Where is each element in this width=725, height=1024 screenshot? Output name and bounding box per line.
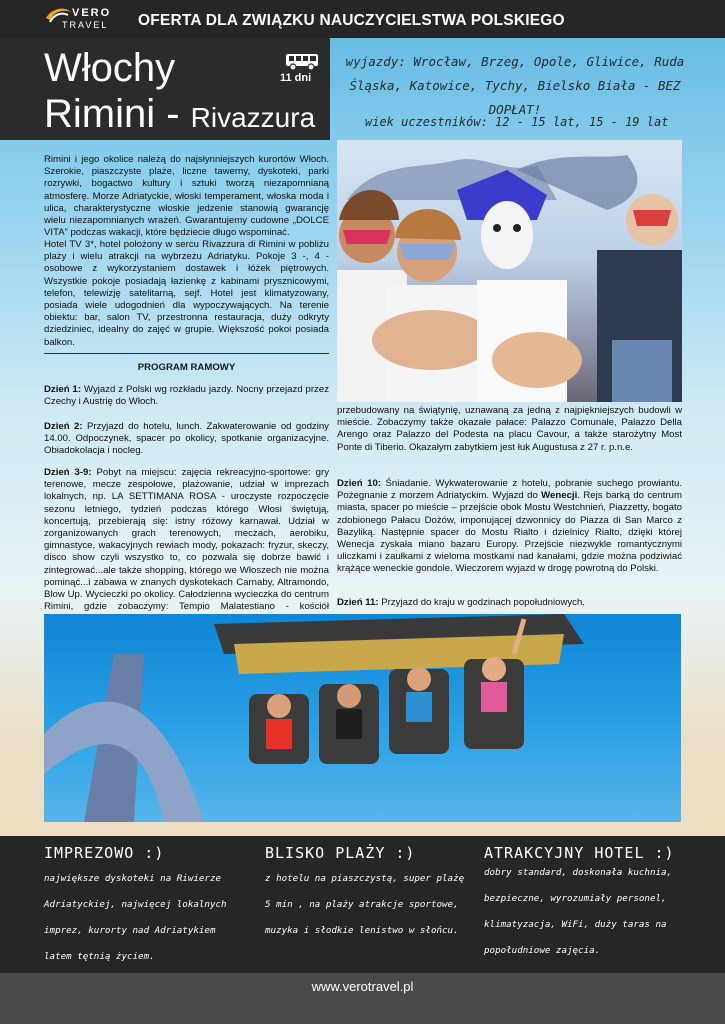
program-day-11 <box>337 597 682 609</box>
feature-text-beach: z hotelu na piaszczystą, super plażę 5 min , na plaży atrakcje sportowe, muzyka i słodkie lenistwo w słońcu. <box>265 873 465 936</box>
day-text: Przyjazd do hotelu, lunch. Zakwaterowanie od godziny 14.00. Odpoczynek, spacer po okolicy, spotkanie organizacyjne. Obiadokolacja i nocleg. <box>44 421 329 457</box>
feature-title-beach: BLISKO PLAŻY :) <box>265 844 416 862</box>
vero-travel-logo[interactable] <box>44 6 114 34</box>
feature-title-party: IMPREZOWO :) <box>44 844 165 862</box>
program-day-1 <box>44 384 329 408</box>
title-city: Rimini - <box>44 92 191 136</box>
logo-text-travel: TRAVEL <box>62 20 109 30</box>
day-label: Dzień 2: <box>44 421 83 432</box>
day-text: Pobyt na miejscu: zajęcia rekreacyjno-sportowe: gry terenowe, mecze zespołowe, plażowanie, udział w imprezach lokalnych, np. LA SETTIMANA ROSA - uroczyste rozpoczęcie sezonu letniego, tydzień podczas którego Włosi świętują, koncertują, przebierają się: istny różowy karnawał. Udział w zorganizowanych grach terenowych, meczach, aerobiku, gimnastyce, wakacyjnych rewiach mody, pokazach: fryzur, skeczy, disco show czyli wszystko to, co pozwala się dobrze bawić i zintegrować...ale także shopping, którego we Włoszech nie można pominąć...i zabawa w znanych dyskotekach Carnaby, Altramondo, Blow Up. Wycieczki po okolicy. Całodzienna wycieczka do centrum Rimini, gdzie zobaczymy: Tempio Malatestiano - kościół <box>44 467 329 613</box>
section-divider <box>44 353 329 354</box>
feature-title-hotel: ATRAKCYJNY HOTEL :) <box>484 844 675 862</box>
day-label: Dzień 3-9: <box>44 467 92 478</box>
bus-icon <box>285 53 319 71</box>
page-title-destination <box>44 92 315 140</box>
program-day-10 <box>337 478 682 576</box>
day-text: . Rejs barką do centrum miasta, spacer po mieście – przejście obok Mostu Westchnień, Piazzetty, bogato zdobionego Pałacu Dożów, imponującej dzwonnicy do Piazza di San Marco z Bazyliką. Następnie spacer do Mostu Rialto i dzielnicy Rialto, dzięki której Wenecja zyskała miano bazaru Europy. Przejście niezwykle romantycznymi uliczkami i zaułkami z wieloma mostkami nad kanałami, gdzie można podziwiać krążące weneckie gondole. Wieczorem wyjazd w drogę powrotną do Polski. <box>337 490 682 575</box>
trip-duration: 11 dni <box>280 72 312 84</box>
photo-carnival-masks <box>337 140 682 402</box>
day-label: Dzień 10: <box>337 478 381 489</box>
intro-paragraph: Rimini i jego okolice należą do najsłynniejszych kurortów Włoch. Szerokie, piaszczyste plaże, liczne tawerny, dyskoteki, parki rozrywki, bogactwo kultury i sztuki tworzą niezapomnianą atmosferę. Morze Adriatyckie, włoski temperament, włoska moda i ulica, charakterystyczne włoskie jedzenie stanowią gwarancję wielu niezapomnianych wrażeń. Gwarantujemy cudowne „DOLCE VITA” podczas wakacji, które będziecie długo wspominać. <box>44 154 329 239</box>
program-day-3-9-continued: przebudowany na świątynię, uznawaną za jedną z najpiękniejszych budowli w mieście. Zobaczymy także okazałe pałace: Palazzo Comunale, Palazzo Della Arengo oraz Palazzo del Podesta na placu Cavour, a także starożytny Most Ponte di Tiberio. Okazałym zabytkiem jest łuk Augustusa z 27 r. p.n.e. <box>337 405 682 453</box>
day-text: Przyjazd do kraju w godzinach popołudniowych. <box>378 597 585 608</box>
website-link[interactable]: www.verotravel.pl <box>311 979 414 994</box>
logo-text-vero: VERO <box>72 7 112 19</box>
feature-text-party: największe dyskoteki na Riwierze Adriatyckiej, najwięcej lokalnych imprez, kurorty nad Adriatykiem latem tętnią życiem. <box>44 873 227 962</box>
page-title-country: Włochy <box>44 46 176 90</box>
hotel-description: Hotel TV 3*, hotel położony w sercu Rivazzura di Rimini w pobliżu plaży i wielu atrakcji na wybrzeżu Adriatyku. Pokoje 3 -, 4 - osobowe z wykorzystaniem dostawek i łóżek piętrowych. Wszystkie pokoje posiadają łazienkę z kabinami prysznicowymi, telefon, telewizję satelitarną, sejf. Hotel jest klimatyzowany, posiada wiele udogodnień dla wypoczywających. Na terenie obiektu: bar, salon TV, przestronna restauracja, duży odkryty dziedziniec, idealny do zajęć w grupie. Większość pokoi posiada balkon. <box>44 239 329 348</box>
day-text: Śniadanie. Wykwaterowanie z hotelu, pobranie suchego prowiantu. Pożegnanie z morzem Adriatyckim. Wyjazd do <box>337 478 682 502</box>
day-text: Wyjazd z Polski wg rozkładu jazdy. Nocny przejazd przez Czechy i Austrię do Włoch. <box>44 384 329 408</box>
age-range-note: wiek uczestników: 12 - 15 lat, 15 - 19 lat <box>365 115 669 129</box>
program-heading: PROGRAM RAMOWY <box>137 362 236 373</box>
photo-roller-coaster <box>44 614 681 822</box>
title-district: Rivazzura <box>190 102 316 133</box>
day-label: Dzień 1: <box>44 384 82 395</box>
offer-header: OFERTA DLA ZWIĄZKU NAUCZYCIELSTWA POLSKIEGO <box>138 12 565 29</box>
program-day-2 <box>44 421 329 458</box>
feature-text-hotel: dobry standard, doskonała kuchnia, bezpieczne, wyrozumiały personel, klimatyzacja, WiFi, duży taras na popołudniowe zajęcia. <box>484 867 673 956</box>
program-day-3-9 <box>44 467 329 626</box>
departures-note: wyjazdy: Wrocław, Brzeg, Opole, Gliwice, Ruda Śląska, Katowice, Tychy, Bielsko Biała - BEZ DOPŁAT! <box>345 54 685 117</box>
day-label: Dzień 11: <box>337 597 379 608</box>
venice-highlight: Wenecji <box>541 490 578 502</box>
